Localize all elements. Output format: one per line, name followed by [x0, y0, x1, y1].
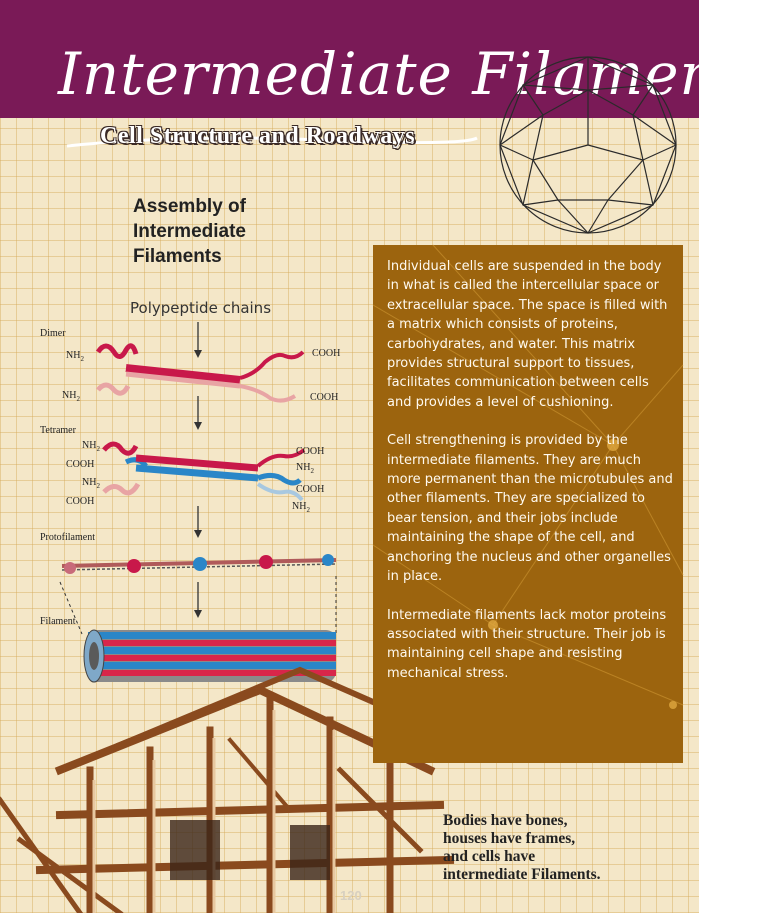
info-paragraph: Individual cells are suspended in the body in what is called the intercellular space or extracellular space. The space is filled with a matrix which consists of proteins, carbohydrates, and water. This matrix provides structural support to tissues, facilitates communication between cells and provides a level of cushioning.	[387, 259, 668, 410]
tagline-line: Bodies have bones,	[443, 812, 568, 829]
protofilament-label: Protofilament	[40, 532, 95, 543]
protofilament-knot	[322, 554, 334, 566]
figure-title	[133, 194, 246, 269]
protofilament-knot	[127, 559, 141, 573]
page-title: Intermediate Filaments	[58, 40, 773, 108]
info-paragraph: Intermediate filaments lack motor proteins associated with their structure. Their job is maintaining cell shape and resisting mechanical stress.	[387, 607, 667, 681]
figure-title-line: Filaments	[133, 246, 222, 267]
coil-tail	[240, 352, 303, 378]
info-paragraph: Cell strengthening is provided by the intermediate filaments. They are much more permanent than the microtubules and other filaments. They are specialized to bear tension, and their jobs include maintaining the shape of the cell, and anchoring the nucleus and other organelles in place.	[387, 433, 673, 585]
coil-head	[98, 385, 128, 393]
nh2-label: $NH_2$	[292, 501, 310, 514]
coil-tail	[240, 386, 295, 401]
tagline-line: and cells have	[443, 848, 536, 865]
figure-title-line: Intermediate	[133, 221, 246, 242]
geodesic-sphere-icon	[493, 50, 683, 240]
nh2-label: $NH_2$	[66, 350, 84, 363]
dimer-label: Dimer	[40, 328, 66, 339]
tagline-line: intermediate Filaments.	[443, 866, 601, 883]
nh2-label: $NH_2$	[82, 477, 100, 490]
tagline	[443, 812, 601, 884]
cooh-label: COOH	[310, 392, 339, 403]
cooh-label: COOH	[66, 459, 95, 470]
tagline-line: houses have frames,	[443, 830, 576, 847]
cooh-label: COOH	[312, 348, 341, 359]
cooh-label: COOH	[296, 484, 325, 495]
protofilament-knot	[259, 555, 273, 569]
figure-title-line: Assembly of	[133, 196, 246, 217]
cooh-label: COOH	[296, 446, 325, 457]
tetramer-label: Tetramer	[40, 425, 76, 436]
coil-tail	[258, 475, 300, 483]
info-text	[387, 257, 677, 702]
coil-head	[98, 346, 136, 357]
protofilament-knot	[64, 562, 76, 574]
coil-head	[104, 484, 138, 493]
cooh-label: COOH	[66, 496, 95, 507]
coil-head	[104, 444, 136, 453]
page-subtitle: Cell Structure and Roadways	[100, 123, 416, 149]
filament-label: Filament	[40, 616, 76, 627]
nh2-label: $NH_2$	[296, 462, 314, 475]
nh2-label: $NH_2$	[62, 390, 80, 403]
info-box	[373, 245, 683, 763]
protofilament-knot	[193, 557, 207, 571]
nh2-label: $NH_2$	[82, 440, 100, 453]
page-number: 120	[340, 888, 362, 903]
polypeptide-label: Polypeptide chains	[130, 299, 272, 317]
